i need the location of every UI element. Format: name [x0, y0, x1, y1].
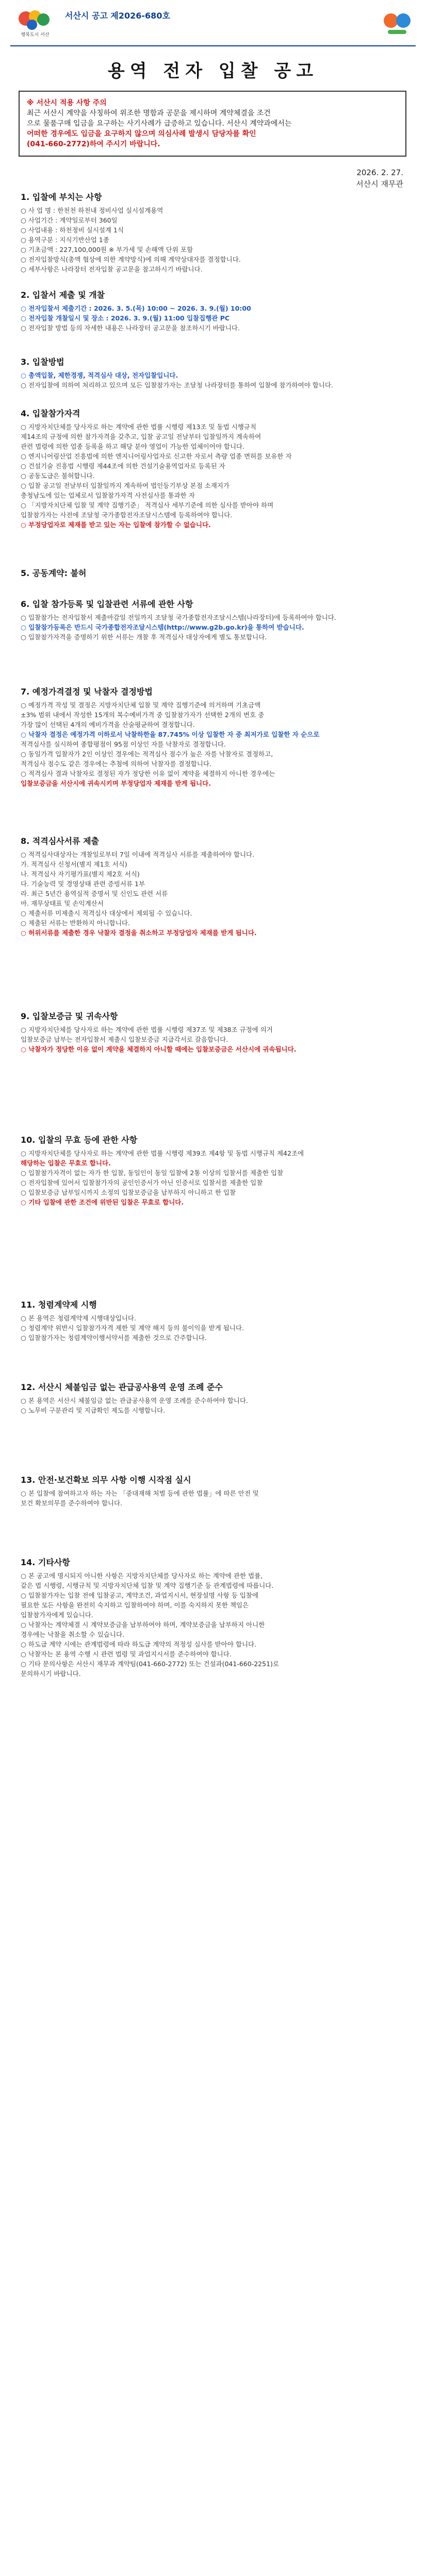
section-line: 적격심사 점수도 같은 경우에는 추첨에 의하여 낙찰자를 결정합니다.	[21, 760, 211, 768]
section-line: 다. 기술능력 및 경영상태 관련 증빙서류 1부	[21, 880, 145, 888]
section-line: ○ 제출서류 미제출시 적격심사 대상에서 제외될 수 있습니다.	[21, 909, 192, 917]
section-line: 라. 최근 5년간 용역실적 증명서 및 신인도 관련 서류	[21, 890, 168, 897]
logo-caption: 행복도시 서산	[21, 32, 50, 38]
section-line: ○ 공동도급은 불허합니다.	[21, 472, 95, 480]
section-line: ○ 전자입찰에 의하여 처리하고 있으며 모든 입찰참가자는 조달청 나라장터를 통하여 입찰에 참가하여야 합니다.	[21, 381, 333, 389]
section-line: ○ 본 용역은 서산시 체불임금 없는 관급공사용역 운영 조례를 준수하여야 합니다.	[21, 1397, 249, 1404]
fraud-warning-box	[19, 91, 406, 157]
section-title: 5. 공동계약: 불허	[21, 568, 87, 578]
section-12	[21, 1381, 405, 1415]
section-title: 6. 입찰 참가등록 및 입찰관련 서류에 관한 사항	[21, 599, 193, 609]
section-line: 제14조의 규정에 의한 참가자격을 갖추고, 입찰 공고일 전날부터 입찰일까지 계속하여	[21, 433, 261, 440]
section-line: ±3% 범위 내에서 작성한 15개의 복수예비가격 중 입찰참가자가 선택한 2개의 번호 중	[21, 711, 265, 719]
section-line: 같은 법 시행령, 시행규칙 및 지방자치단체 입찰 및 계약 집행기준 등 관계법령에 따릅니다.	[21, 1582, 274, 1589]
section-5	[21, 567, 405, 582]
warning-line: 최근 서산시 계약을 사칭하여 위조한 명함과 공문을 제시하며 계약체결을 조건	[27, 109, 271, 117]
section-line: ○ 지방자치단체를 당사자로 하는 계약에 관한 법률 시행령 제39조 제4항 및 동법 시행규칙 제42조에	[21, 1149, 304, 1157]
section-line: ○ 지방자치단체를 당사자로 하는 계약에 관한 법률 시행령 제13조 및 동법 시행규칙	[21, 423, 256, 431]
section-title: 11. 청렴계약제 시행	[21, 1300, 97, 1310]
section-title: 2. 입찰서 제출 및 개찰	[21, 290, 105, 300]
section-title: 14. 기타사항	[21, 1557, 70, 1567]
section-line: 가장 많이 선택된 4개의 예비가격을 산술평균하여 결정합니다.	[21, 721, 195, 728]
section-line: ○ 본 용역은 청렴계약제 시행대상입니다.	[21, 1314, 136, 1322]
section-line: ○ 본 공고에 명시되지 아니한 사항은 지방자치단체를 당사자로 하는 계약에 관한 법률,	[21, 1572, 263, 1580]
section-line: ○ 기타 문의사항은 서산시 재무과 계약팀(041-660-2772) 또는 건설과(041-660-2251)로	[21, 1660, 279, 1668]
section-line: 충청남도에 있는 업체로서 입찰참가자격 사전심사를 통과한 자	[21, 492, 195, 499]
section-line: 해당하는 입찰은 무효로 합니다.	[21, 1159, 111, 1167]
section-line: 적격심사를 실시하여 종합평점이 95점 이상인 자를 낙찰자로 결정합니다.	[21, 740, 226, 748]
section-line: ○ 낙찰자가 정당한 이유 없이 계약을 체결하지 아니할 때에는 입찰보증금은 서산시에 귀속됩니다.	[21, 1045, 297, 1053]
emblem-icon	[381, 9, 414, 38]
section-line: ○ 낙찰자는 계약체결 시 계약보증금을 납부하여야 하며, 계약보증금을 납부하지 아니한	[21, 1621, 265, 1629]
section-line: ○ 「지방자치단체 입찰 및 계약 집행기준」 적격심사 세부기준에 의한 심사를 받아야 하며	[21, 501, 274, 509]
section-line: ○ 사 업 명 : 한천천 하천내 정비사업 실시설계용역	[21, 207, 163, 214]
section-line: 입찰참가자는 사전에 조달청 국가종합전자조달시스템에 등록하여야 합니다.	[21, 511, 233, 519]
section-line: ○ 입찰보증금 납부일시까지 소정의 입찰보증금을 납부하지 아니하고 한 입찰	[21, 1189, 236, 1196]
section-line: 나. 적격심사 자기평가표(별지 제2호 서식)	[21, 870, 140, 878]
section-line: ○ 입찰참가는 전자입찰서 제출마감일 전일까지 조달청 국가종합전자조달시스템(나라장터)에 등록하여야 합니다.	[21, 614, 336, 621]
section-2	[21, 289, 405, 333]
section-line: ○ 기초금액 : 227,100,000원 ※ 부가세 및 손해액 단위 포함	[21, 246, 193, 253]
warning-line: (041-660-2772)하여 주시기 바랍니다.	[27, 140, 160, 148]
section-line: 입찰보증금 납부는 전자입찰서 제출시 입찰보증금 지급각서로 갈음합니다.	[21, 1036, 228, 1043]
section-line: 입찰참가자에게 있습니다.	[21, 1611, 93, 1619]
section-line: ○ 사업내용 : 하천정비 실시설계 1식	[21, 226, 124, 234]
section-line: ○ 제출된 서류는 반환하지 아니합니다.	[21, 919, 130, 927]
section-line: ○ 낙찰자는 본 용역 수행 시 관련 법령 및 과업지시서를 준수하여야 합니다.	[21, 1650, 232, 1658]
section-1	[21, 191, 405, 274]
section-line: ○ 청렴계약 위반시 입찰참가자격 제한 및 계약 해지 등의 불이익을 받게 됩니다.	[21, 1324, 244, 1332]
section-line: 필요한 모든 사항을 완전히 숙지하고 입찰하여야 하며, 이를 숙지하지 못한 책임은	[21, 1601, 249, 1609]
section-11	[21, 1298, 405, 1343]
section-line: ○ 엔지니어링산업 진흥법에 의한 엔지니어링사업자로 신고한 자로서 측량 업종 면허를 보유한 자	[21, 452, 292, 460]
section-6	[21, 598, 405, 642]
section-title: 8. 적격심사서류 제출	[21, 836, 99, 846]
section-line: ○ 예정가격 작성 및 결정은 지방자치단체 입찰 및 계약 집행기준에 의거하며 기초금액	[21, 701, 261, 709]
section-8	[21, 835, 405, 938]
section-line: 관련 법령에 의한 업종 등록을 하고 해당 분야 영업이 가능한 업체이어야 합니다.	[21, 443, 245, 450]
section-line: ○ 건설기술 진흥법 시행령 제44조에 의한 건설기술용역업자로 등록된 자	[21, 462, 225, 470]
page-title: 용역 전자 입찰 공고	[107, 61, 319, 81]
section-title: 13. 안전·보건확보 의무 사항 이행 시작점 실시	[21, 1475, 191, 1485]
section-line: 경우에는 낙찰을 취소할 수 있습니다.	[21, 1631, 124, 1638]
warning-line: 어떠한 경우에도 입금을 요구하지 않으며 의심사례 발생시 담당자를 확인	[27, 130, 256, 138]
section-line: ○ 입찰참가자격을 증명하기 위한 서류는 개찰 후 적격심사 대상자에게 별도 통보합니다.	[21, 633, 267, 641]
section-line: 마. 재무상태표 및 손익계산서	[21, 900, 104, 907]
warning-line: 으로 물품구매 입금을 요구하는 사기사례가 급증하고 있습니다. 서산시 계약과에서는	[27, 120, 292, 128]
section-line: 문의하시기 바랍니다.	[21, 1670, 81, 1677]
section-line: ○ 부정당업자로 제재를 받고 있는 자는 입찰에 참가할 수 없습니다.	[21, 521, 211, 529]
section-line: ○ 입찰참가자는 청렴계약이행서약서를 제출한 것으로 간주합니다.	[21, 1334, 207, 1342]
section-title: 4. 입찰참가자격	[21, 409, 80, 418]
section-line: ○ 전자입찰 개찰일시 및 장소 : 2026. 3. 9.(월) 11:00 입찰집행관 PC	[21, 314, 230, 322]
section-line: ○ 본 입찰에 참여하고자 하는 자는 「중대재해 처벌 등에 관한 법률」에 따른 안전 및	[21, 1489, 259, 1497]
issuer: 서산시 재무관	[356, 179, 403, 189]
section-line: ○ 입찰참가자격이 없는 자가 한 입찰, 동일인이 동일 입찰에 2통 이상의 입찰서를 제출한 입찰	[21, 1169, 284, 1177]
section-title: 3. 입찰방법	[21, 357, 64, 367]
section-line: 입찰보증금을 서산시에 귀속시키며 부정당업자 제재를 받게 됩니다.	[21, 779, 211, 787]
section-line: ○ 사업기간 : 계약일로부터 360일	[21, 216, 118, 224]
header-divider	[10, 45, 416, 46]
section-7	[21, 685, 405, 788]
section-10	[21, 1133, 405, 1207]
section-13	[21, 1473, 405, 1508]
header	[0, 0, 426, 47]
section-line: ○ 지방자치단체를 당사자로 하는 계약에 관한 법률 시행령 제37조 및 제38조 규정에 의거	[21, 1026, 273, 1033]
section-line: ○ 전자입찰서 제출기간 : 2026. 3. 5.(목) 10:00 ~ 2026. 3. 9.(월) 10:00	[21, 304, 251, 312]
section-title: 10. 입찰의 무효 등에 관한 사항	[21, 1135, 138, 1145]
section-14	[21, 1556, 405, 1679]
section-line: ○ 허위서류를 제출한 경우 낙찰자 결정을 취소하고 부정당업자 제재를 받게 됩니다.	[21, 929, 257, 937]
section-3	[21, 355, 405, 390]
section-line: ○ 세부사항은 나라장터 전자입찰 공고문을 참고하시기 바랍니다.	[21, 265, 203, 273]
issue-date: 2026. 2. 27.	[356, 168, 403, 177]
issue-info	[356, 167, 403, 190]
section-line: ○ 전자입찰 방법 등의 자세한 내용은 나라장터 공고문을 참조하시기 바랍니다.	[21, 324, 240, 332]
section-title: 1. 입찰에 부치는 사항	[21, 192, 102, 202]
section-line: ○ 노무비 구분관리 및 지급확인 제도를 시행합니다.	[21, 1406, 166, 1414]
section-line: ○ 적격심사 결과 낙찰자로 결정된 자가 정당한 이유 없이 계약을 체결하지 아니한 경우에는	[21, 770, 275, 777]
section-line: ○ 용역구분 : 지식기반산업 1종	[21, 236, 109, 244]
section-line: ○ 입찰 공고일 전날부터 입찰일까지 계속하여 법인등기부상 본점 소재지가	[21, 482, 230, 489]
section-title: 9. 입찰보증금 및 귀속사항	[21, 1011, 118, 1021]
warning-title: ※ 서산시 적용 사항 주의	[27, 99, 107, 107]
section-line: 가. 적격심사 신청서(별지 제1호 서식)	[21, 860, 127, 868]
section-line: 보건 확보의무를 준수하여야 합니다.	[21, 1499, 123, 1507]
section-line: ○ 동일가격 입찰자가 2인 이상인 경우에는 적격심사 점수가 높은 자를 낙찰자로 결정하고,	[21, 750, 273, 758]
section-line: ○ 전자입찰방식(총액 협상에 의한 계약방식)에 의해 계약상대자를 결정합니다.	[21, 256, 241, 263]
section-line: ○ 총액입찰, 제한경쟁, 적격심사 대상, 전자입찰입니다.	[21, 371, 178, 379]
section-title: 7. 예정가격결정 및 낙찰자 결정방법	[21, 687, 153, 697]
section-9	[21, 1010, 405, 1054]
section-line: ○ 적격심사대상자는 개찰일로부터 7일 이내에 적격심사 서류를 제출하여야 합니다.	[21, 851, 255, 858]
section-line: ○ 입찰참가자는 입찰 전에 입찰공고, 계약조건, 과업지시서, 현장설명 사항 등 입찰에	[21, 1591, 259, 1599]
section-line: ○ 전자입찰에 있어서 입찰참가자의 공인인증서가 아닌 인증서로 입찰서를 제출한 입찰	[21, 1179, 263, 1187]
section-line: ○ 낙찰자 결정은 예정가격 이하로서 낙찰하한율 87.745% 이상 입찰한 자 중 최저가로 입찰한 자 순으로	[21, 731, 320, 738]
section-title: 12. 서산시 체불임금 없는 관급공사용역 운영 조례 준수	[21, 1382, 223, 1392]
notice-number: 서산시 공고 제2026-680호	[65, 11, 170, 21]
section-line: ○ 입찰참가등록은 반드시 국가종합전자조달시스템(http://www.g2b.go.kr)을 통하여 받습니다.	[21, 623, 304, 631]
section-line: ○ 하도급 계약 시에는 관계법령에 따라 하도급 계약의 적정성 심사를 받아야 합니다.	[21, 1640, 257, 1648]
section-4	[21, 407, 405, 530]
seosan-city-logo	[14, 7, 56, 38]
section-line: ○ 기타 입찰에 관한 조건에 위반된 입찰은 무효로 합니다.	[21, 1198, 184, 1206]
